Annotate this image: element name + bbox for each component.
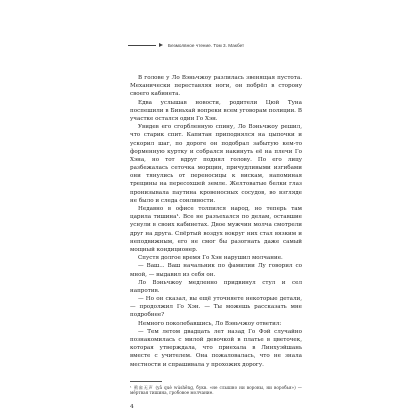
paragraph: — Но он сказал, вы ещё уточняете некоторые детали, — продолжил Го Хэн. — Ты можешь рассказать мне подробнее? — [130, 296, 302, 319]
running-title: Безмолвное чтение. Том 3. Макбет — [168, 42, 245, 48]
paragraph: Увидев его сгорбленную спину, Ло Вэньчжоу решил, что старик спит. Капитан приподнялся на цыпочки и ускорил шаг, по дороге он подобрал забытую кем-то форменную куртку и собрался накинуть её на плечи Го Хэна, но тот вдруг поднял голову. По его лицу разбежалась сеточка морщин, причудливыми изгибами они тянулись от переносицы к вискам, напоминая трещины на пересохшей земле. Желтоватые белки глаз пронизывала паутина кровеносных сосудов, во взгляде не было и следа сонливости. — [130, 124, 302, 204]
paragraph: — Тем летом двадцать лет назад Го Фэй случайно познакомилась с милой девочкой в платье в цветочек, которая утверждала, что приехала в Линхуэйшань вместе с учителем. Она пожаловалась, что не знала местности и спрашивала у прохожих дорогу. — [130, 328, 302, 368]
running-header — [128, 40, 328, 50]
paragraph: Едва услышав новости, родители Цюй Туна поспешили в Биньхай вопреки всем уговорам полиции. В участке остался один Го Хэн. — [130, 99, 302, 122]
header-rule — [128, 45, 156, 46]
paragraph: Спустя долгое время Го Хэн нарушил молчание. — [138, 255, 283, 262]
paragraph: Немного поколебавшись, Ло Вэньчжоу ответил: — [138, 320, 282, 327]
arrow-right-icon — [159, 43, 163, 47]
paragraph: Недавно в офисе толпился народ, но теперь там царила тишина¹. Все не разъехался по делам, оставшие уснули в своих кабинетах. Двое мужчин молча смотрели друг на друга. Спёртый воздух вокруг них стал вязким и неподвижным, его не смог бы разогнать даже самый мощный кондиционер. — [130, 206, 302, 253]
paragraph: Ло Вэньчжоу медленно придвинул стул и сел напротив. — [130, 279, 302, 294]
paragraph: В голове у Ло Вэньчжоу разлилась звенящая пустота. Механически переставляя ноги, он побрёл в сторону своего кабинета. — [130, 75, 302, 98]
paragraph: — Ваш... Ваш начальник по фамилии Лу говорил со мной, — выдавил из себя он. — [130, 263, 302, 278]
footnote-rule — [130, 381, 162, 382]
body-text — [130, 74, 302, 369]
page-number: 4 — [130, 404, 134, 410]
footnote: ¹ 鸦雀无声 (yā què wúshēng, букв. «не слышно ни вороны, ни воробья») — мёртвая тишина, гробовое молчание. — [130, 385, 302, 396]
